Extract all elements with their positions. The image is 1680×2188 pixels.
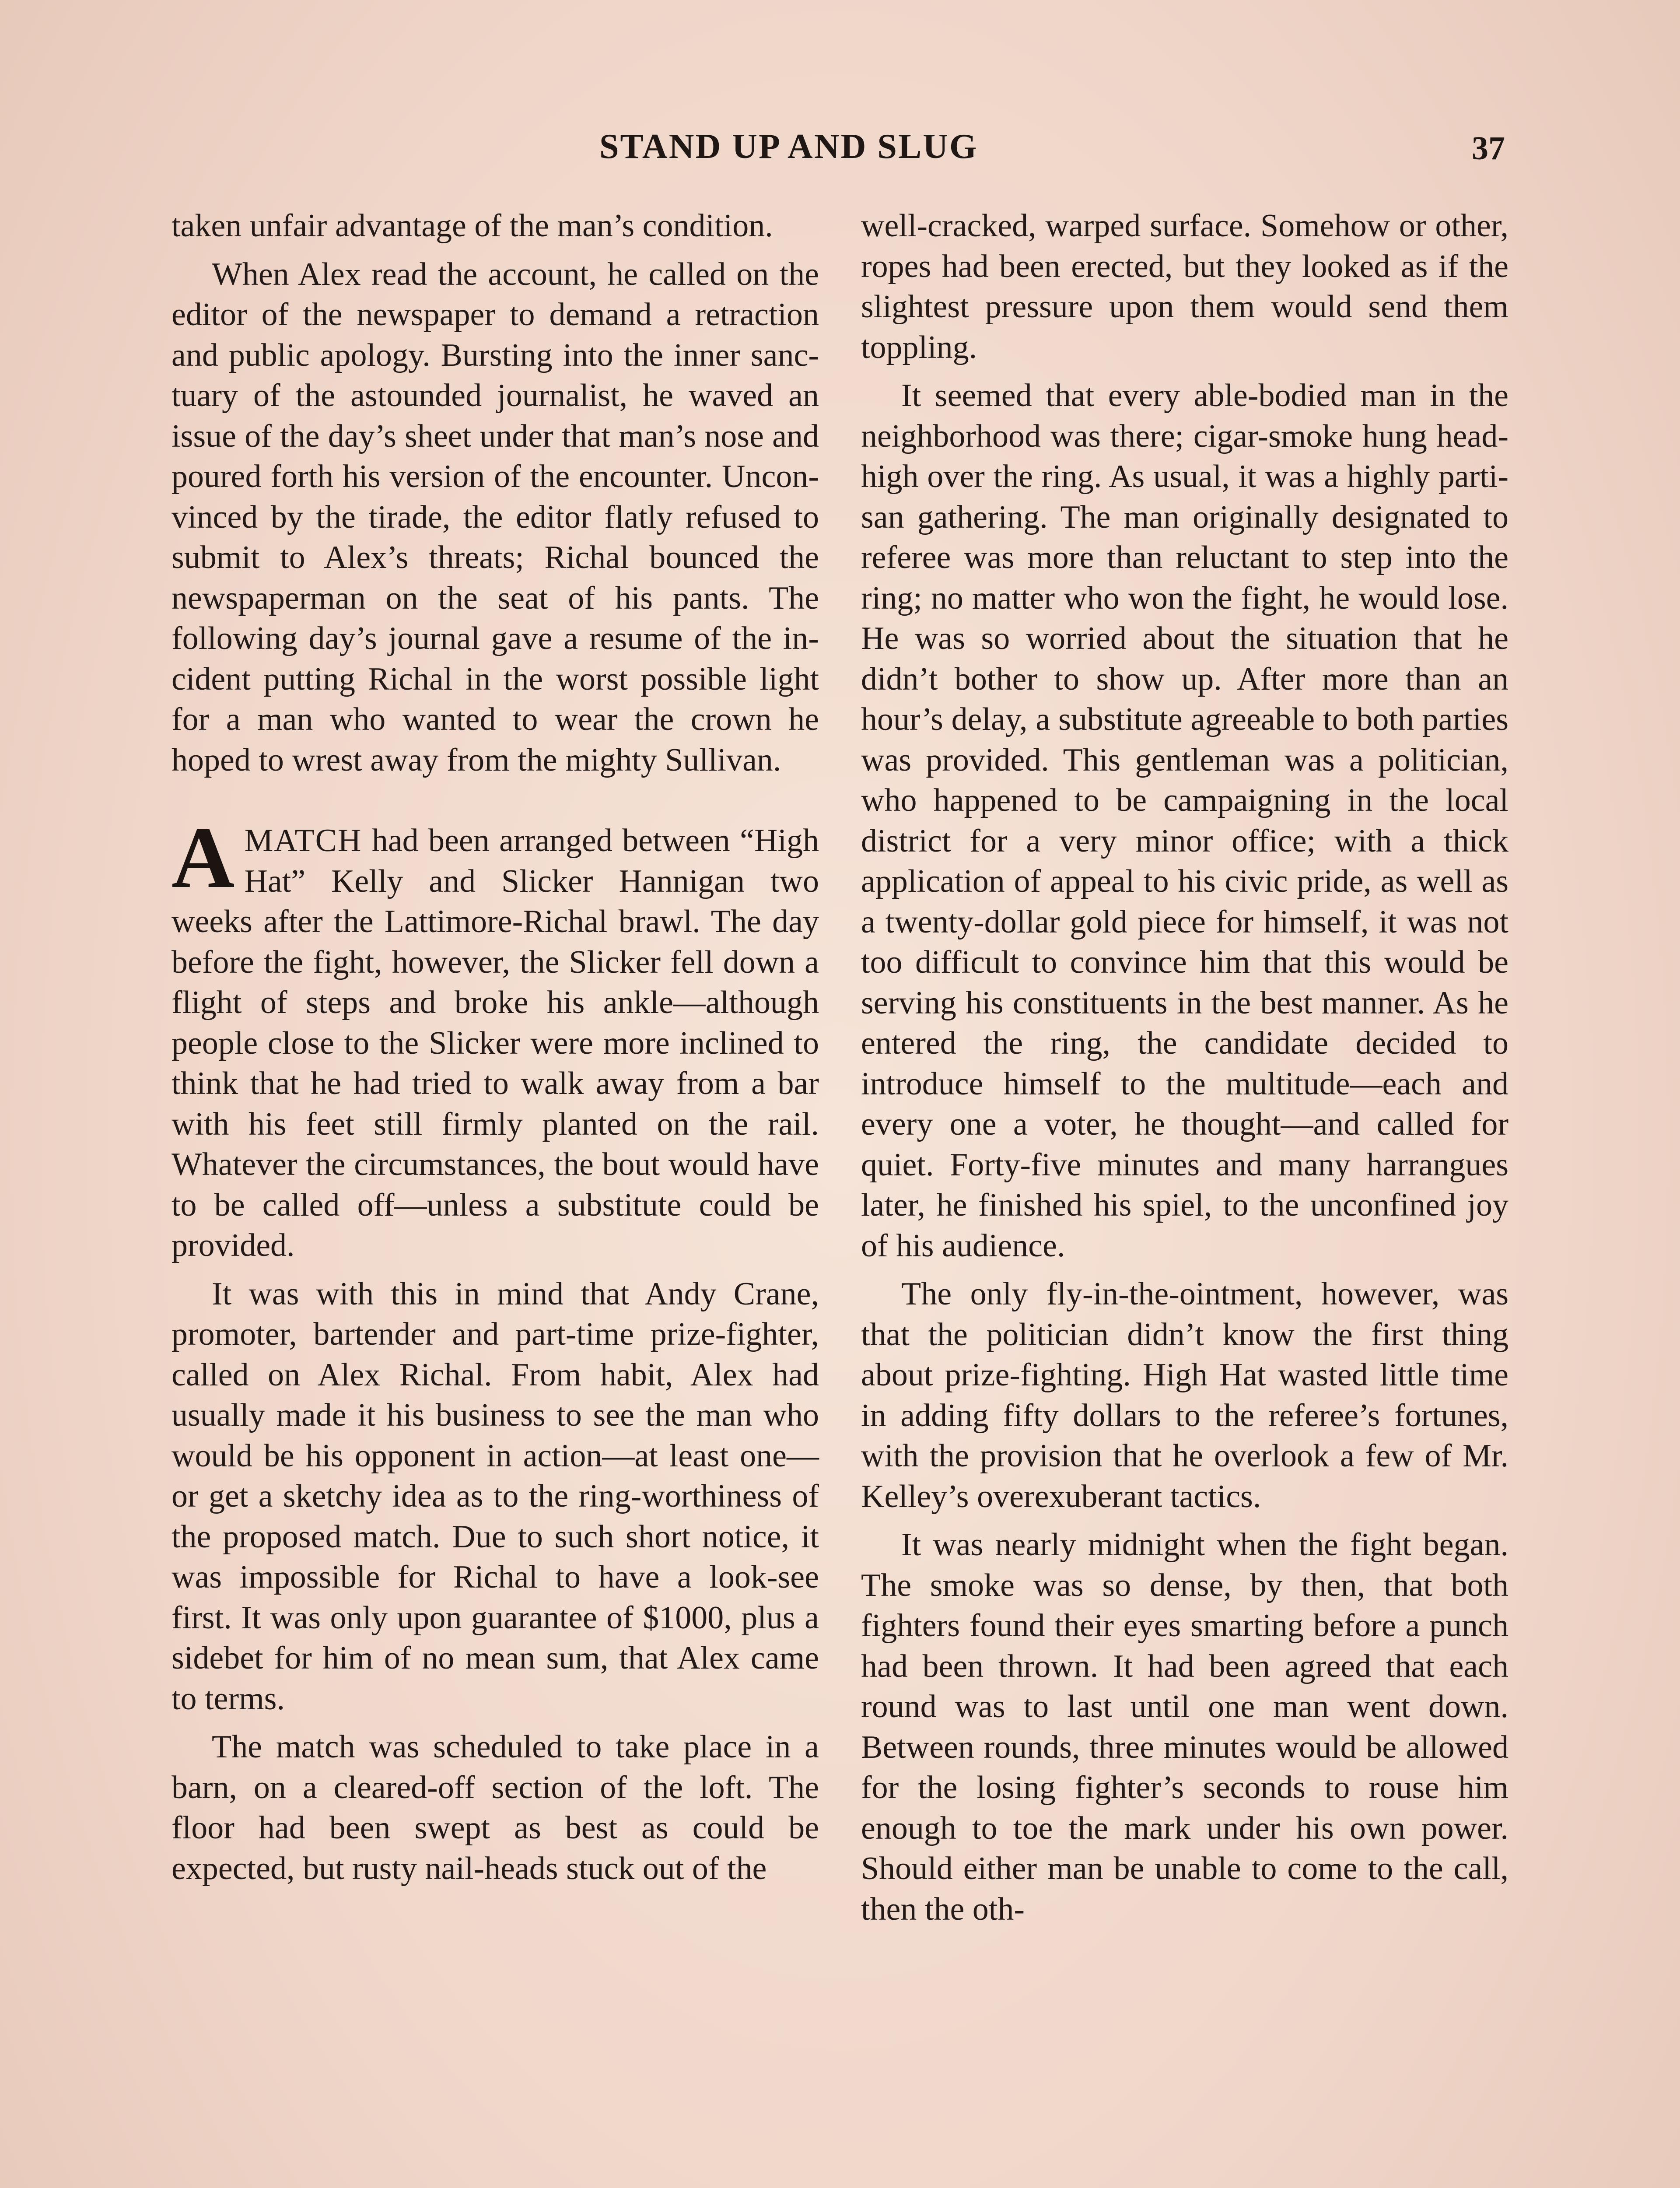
paragraph: well-cracked, warped surface. Somehow or other, ropes had been erected, but they looked as if the slightest pressure upon them would send them toppling.	[861, 208, 1508, 365]
page-number: 37	[1472, 130, 1505, 167]
paragraph: The match was scheduled to take place in a barn, on a cleared-off section of the loft. The floor had been swept as best as could be expected, but rusty nail-heads stuck out of the	[172, 1729, 819, 1886]
paragraph: It seemed that every able-bodied man in the neighborhood was there; cigar-smoke hung head-high over the ring. As usual, it was a highly partisan gathering. The man originally designated to referee was more than reluctant to step into the ring; no matter who won the fight, he would lose. He was so worried about the situation that he didn’t bother to show up. After more than an hour’s delay, a substitute agreeable to both parties was provided. This gentleman was a politician, who happened to be campaigning in the local district for a very minor office; with a thick application of appeal to his civic pride, as well as a twenty-dollar gold piece for himself, it was not too difficult to convince him that this would be serving his constituents in the best manner. As he entered the ring, the candidate decided to introduce himself to the multitude—each and every one a voter, he thought—and called for quiet. Forty-five minutes and many harrangues later, he finished his spiel, to the unconfined joy of his audience.	[861, 378, 1508, 1264]
paragraph: It was nearly midnight when the fight began. The smoke was so dense, by then, that both fighters found their eyes smarting before a punch had been thrown. It had been agreed that each round was to last until one man went down. Between rounds, three minutes would be allowed for the losing fighter’s seconds to rouse him enough to toe the mark under his own power. Should either man be unable to come to the call, then the oth-	[861, 1527, 1508, 1927]
drop-cap: A	[172, 810, 235, 906]
paragraph: It was with this in mind that Andy Crane, promoter, bartender and part-time prize-fighter, called on Alex Richal. From habit, Alex had usually made it his business to see the man who would be his opponent in action—at least one—or get a sketchy idea as to the ring-worthiness of the proposed match. Due to such short notice, it was impossible for Richal to have a look-see first. It was only upon guarantee of $1000, plus a sidebet for him of no mean sum, that Alex came to terms.	[172, 1276, 819, 1717]
paragraph-text: had been arranged between “High Hat” Kelly and Slicker Hannigan two weeks after the Lattimore-Richal brawl. The day before the fight, however, the Slicker fell down a flight of steps and broke his ankle—although people close to the Slicker were more inclined to think that he had tried to walk away from a bar with his feet still firmly planted on the rail. Whatever the circumstances, the bout would have to be called off—unless a substitute could be provided.	[172, 823, 819, 1263]
small-caps-lead: MATCH	[244, 823, 362, 859]
running-title: STAND UP AND SLUG	[599, 127, 978, 166]
running-head	[166, 127, 1514, 175]
section-opening-paragraph	[172, 810, 819, 1266]
paragraph: taken unfair advantage of the man’s condition.	[172, 208, 773, 244]
right-column	[861, 206, 1508, 1929]
left-column	[172, 206, 819, 1889]
paragraph: The only fly-in-the-ointment, however, was that the politician didn’t know the first thing about prize-fighting. High Hat wasted little time in adding fifty dollars to the referee’s fortunes, with the provision that he overlook a few of Mr. Kelley’s overexuberant tactics.	[861, 1276, 1508, 1515]
paragraph: When Alex read the account, he called on the editor of the newspaper to demand a retraction and public apology. Bursting into the inner sanctuary of the astounded journalist, he waved an issue of the day’s sheet under that man’s nose and poured forth his version of the encounter. Unconvinced by the tirade, the editor flatly refused to submit to Alex’s threats; Richal bounced the newspaperman on the seat of his pants. The following day’s journal gave a resume of the incident putting Richal in the worst possible light for a man who wanted to wear the crown he hoped to wrest away from the mighty Sullivan.	[172, 256, 819, 778]
